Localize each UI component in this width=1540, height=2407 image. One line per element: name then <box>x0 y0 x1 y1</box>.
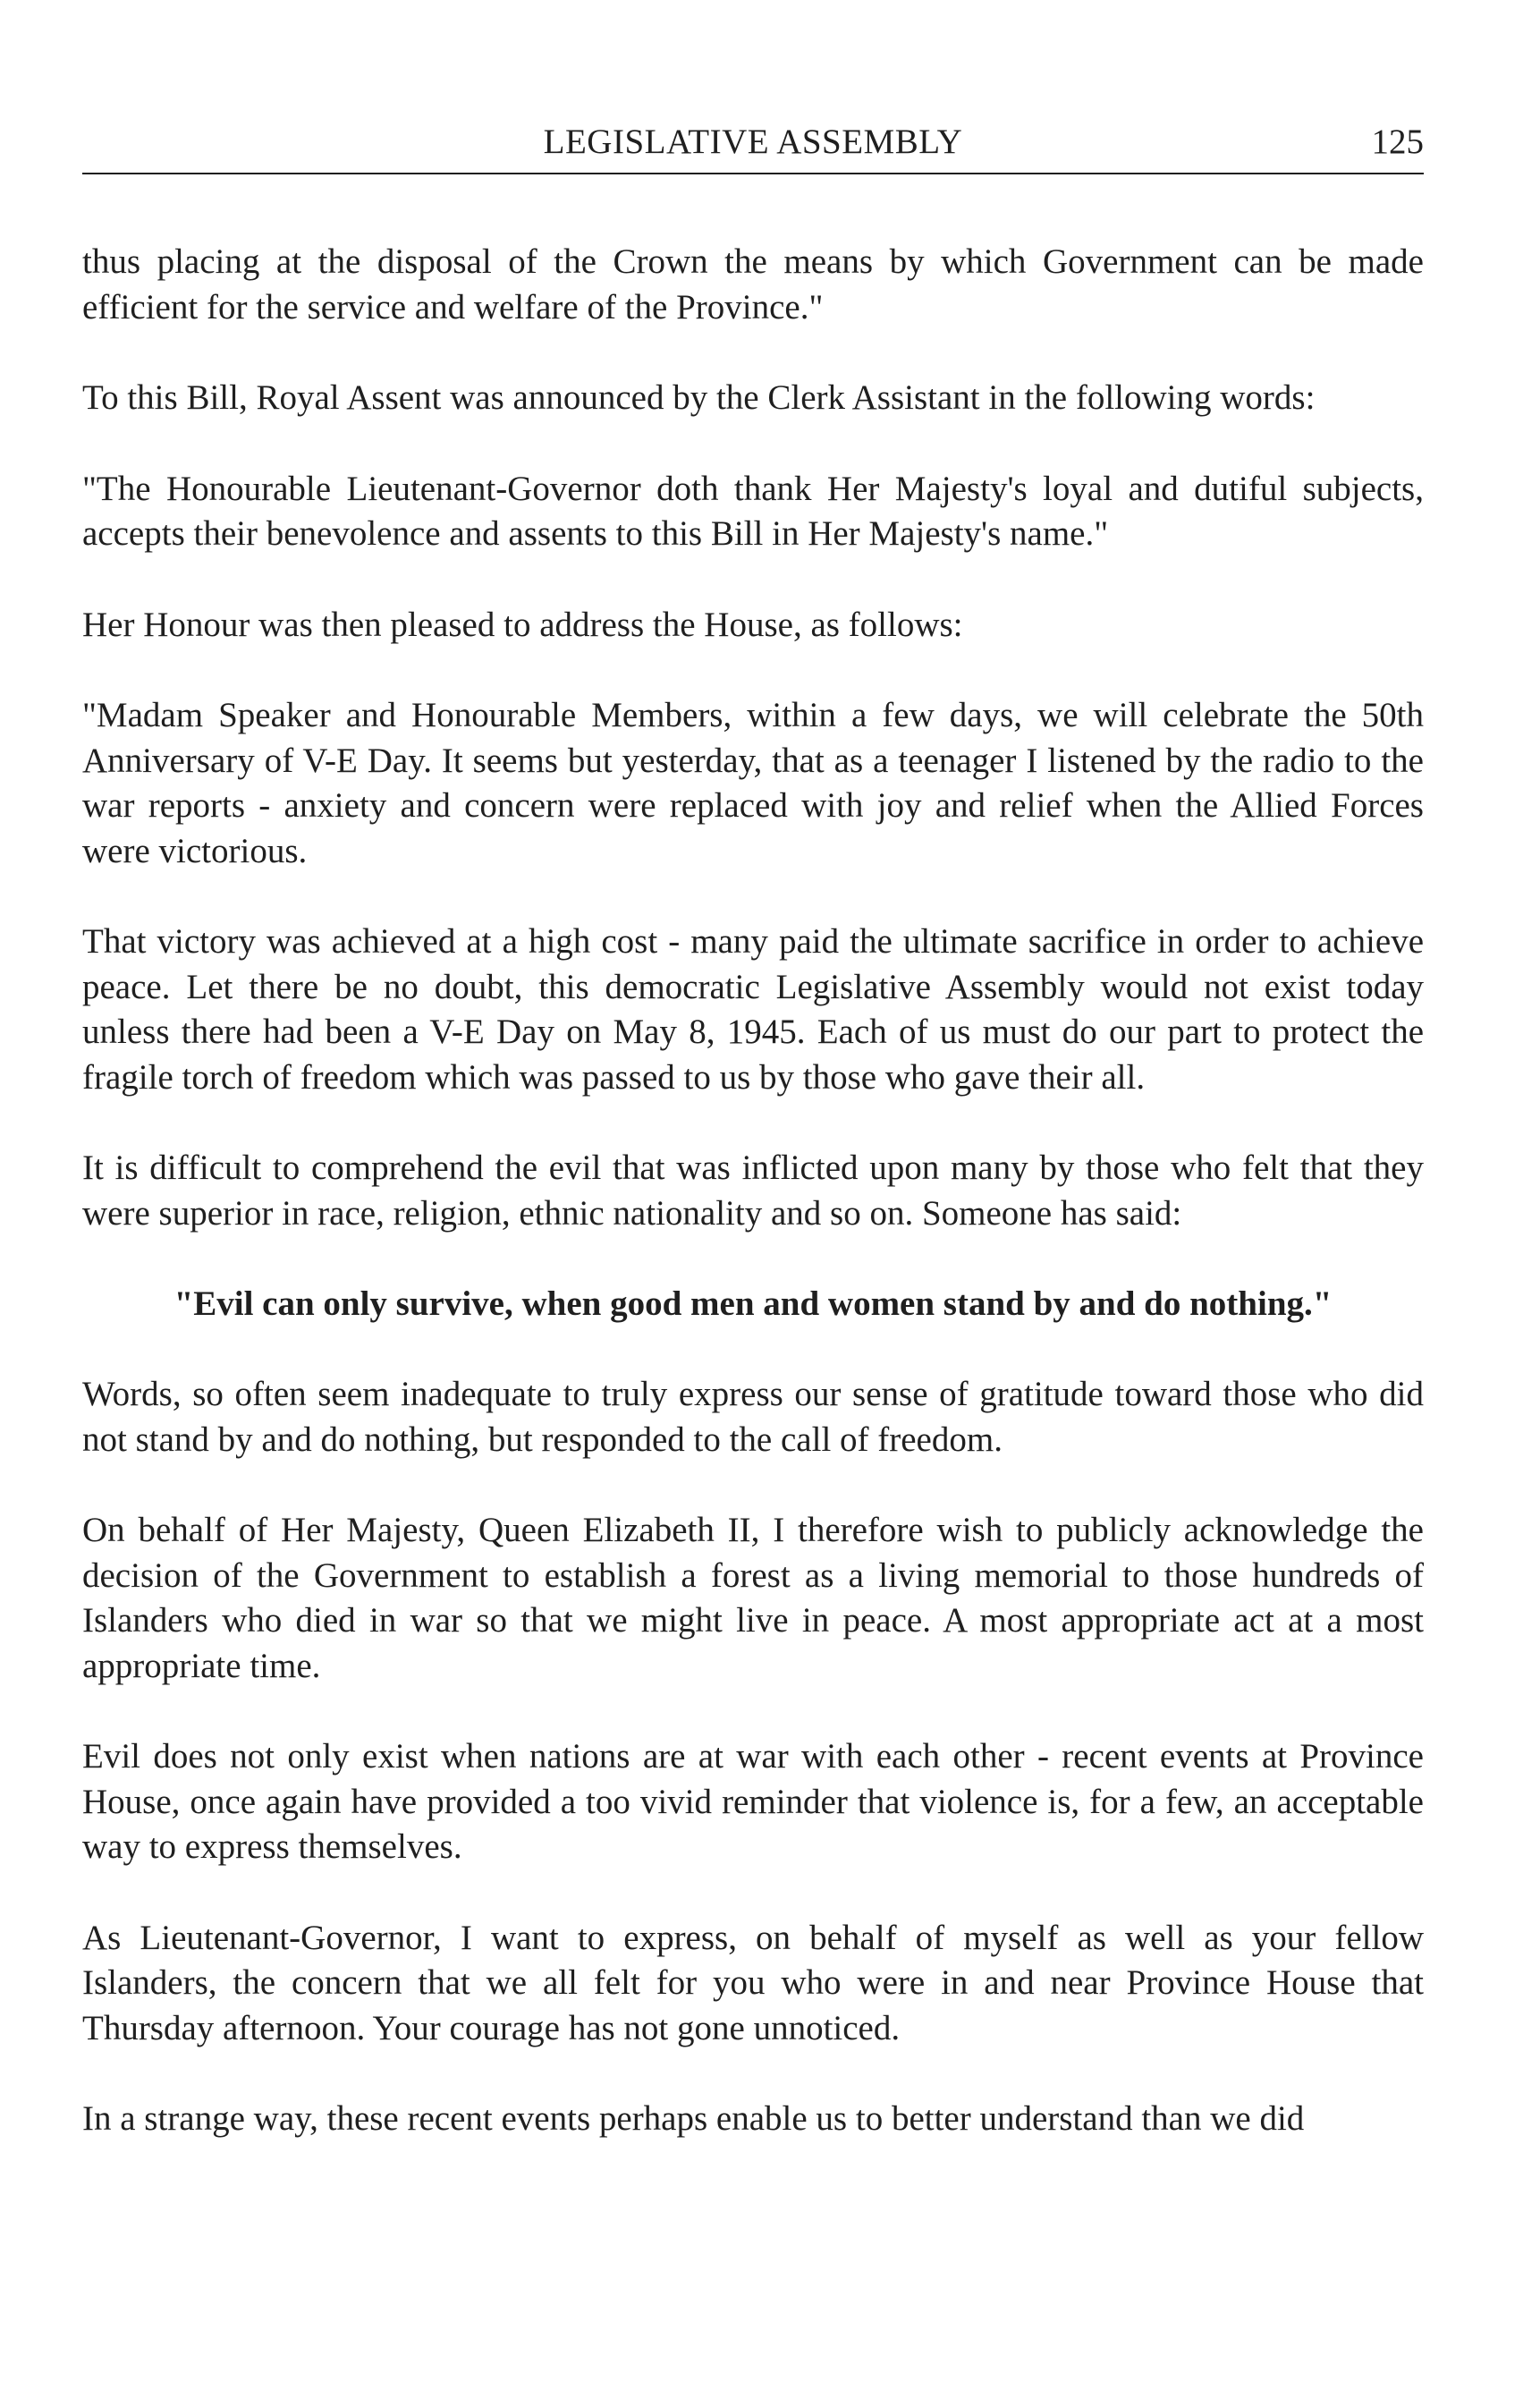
paragraph-strange-way: In a strange way, these recent events perhaps enable us to better understand than we did <box>82 2099 1305 2138</box>
paragraph-address-intro: Her Honour was then pleased to address the House, as follows: <box>82 605 963 644</box>
bold-quotation: "Evil can only survive, when good men and women stand by and do nothing." <box>173 1284 1333 1323</box>
document-body <box>82 240 1424 2188</box>
paragraph-lieutenant-governor-thanks: "The Honourable Lieutenant-Governor doth thank Her Majesty's loyal and dutiful subjects, accepts their benevolence and assents to this Bill in Her Majesty's name." <box>82 469 1424 553</box>
paragraph-living-memorial: On behalf of Her Majesty, Queen Elizabeth II, I therefore wish to publicly acknowledge the decision of the Government to establish a forest as a living memorial to those hundreds of Islanders who died in war so that we might live in peace. A most appropriate act at a most appropriate time. <box>82 1511 1424 1685</box>
paragraph-royal-assent: To this Bill, Royal Assent was announced by the Clerk Assistant in the following words: <box>82 378 1316 417</box>
paragraph-concern: As Lieutenant-Governor, I want to express, on behalf of myself as well as your fellow Islanders, the concern that we all felt for you who were in and near Province House that Thursday afternoon. Your courage has not gone unnoticed. <box>82 1918 1424 2047</box>
paragraph-evil-inflicted: It is difficult to comprehend the evil that was inflicted upon many by those who felt that they were superior in race, religion, ethnic nationality and so on. Someone has said: <box>82 1148 1424 1233</box>
paragraph-continuation: thus placing at the disposal of the Crown the means by which Government can be made efficient for the service and welfare of the Province." <box>82 242 1424 326</box>
page-header <box>82 121 1424 174</box>
paragraph-recent-events: Evil does not only exist when nations are at war with each other - recent events at Province House, once again have provided a too vivid reminder that violence is, for a few, an acceptable way to express themselves. <box>82 1737 1424 1866</box>
paragraph-gratitude: Words, so often seem inadequate to truly express our sense of gratitude toward those who did not stand by and do nothing, but responded to the call of freedom. <box>82 1375 1424 1459</box>
paragraph-ve-day: "Madam Speaker and Honourable Members, within a few days, we will celebrate the 50th Anniversary of V-E Day. It seems but yesterday, that as a teenager I listened by the radio to the war reports - anxiety and concern were replaced with joy and relief when the Allied Forces were victorious. <box>82 696 1424 870</box>
page-number: 125 <box>1371 123 1424 161</box>
paragraph-victory-cost: That victory was achieved at a high cost - many paid the ultimate sacrifice in order to achieve peace. Let there be no doubt, this democratic Legislative Assembly would not exist today unless there had been a V-E Day on May 8, 1945. Each of us must do our part to protect the fragile torch of freedom which was passed to us by those who gave their all. <box>82 922 1424 1097</box>
running-head: LEGISLATIVE ASSEMBLY <box>543 123 963 161</box>
